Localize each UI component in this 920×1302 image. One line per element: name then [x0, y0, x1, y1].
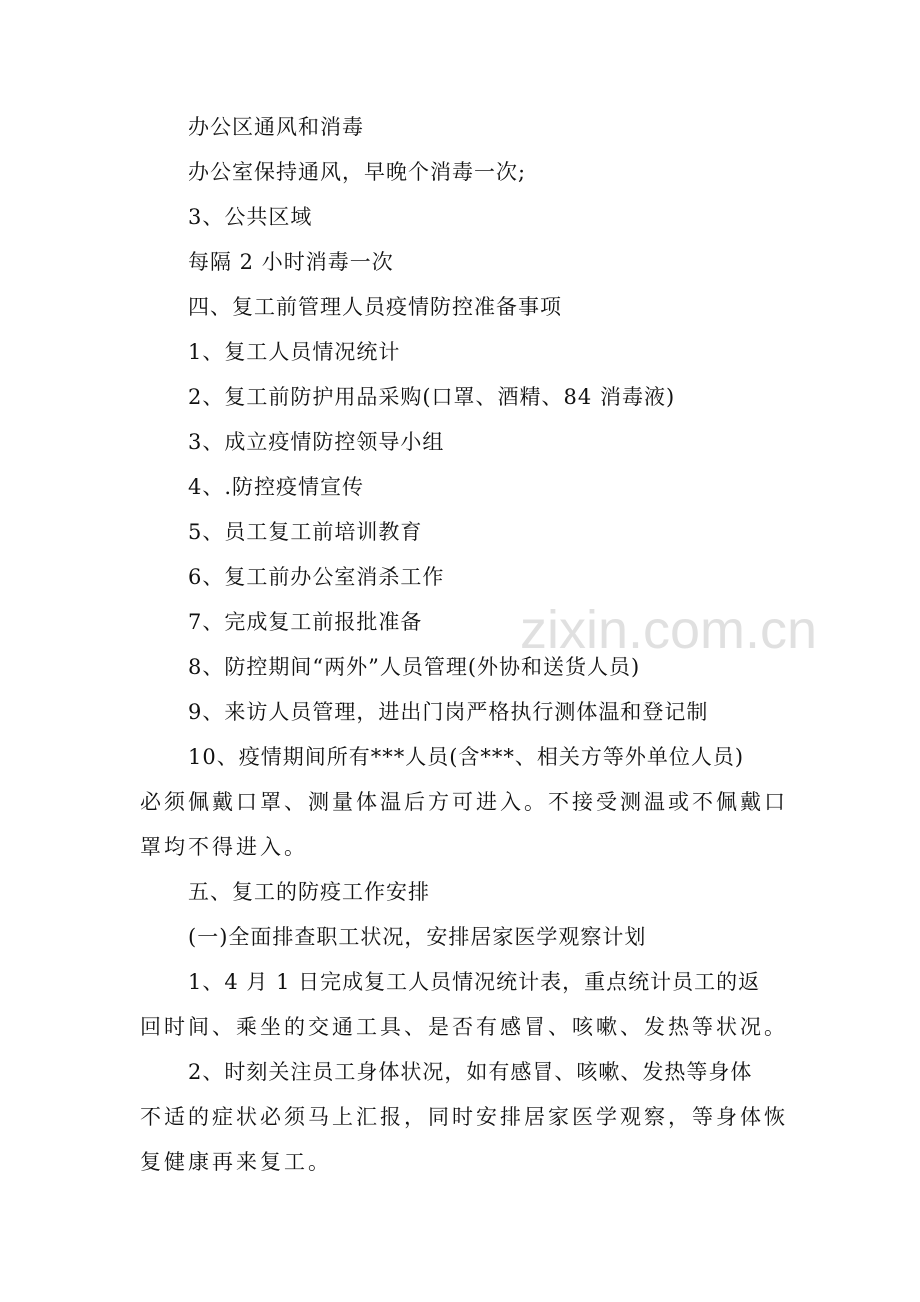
list-item: 3、成立疫情防控领导小组 — [188, 430, 445, 454]
section-heading: 五、复工的防疫工作安排 — [188, 880, 430, 904]
paragraph-line: 回时间、乘坐的交通工具、是否有感冒、咳嗽、发热等状况。 — [140, 1015, 788, 1039]
text-line: 每隔 2 小时消毒一次 — [188, 250, 394, 274]
list-item: 10、疫情期间所有***人员(含***、相关方等外单位人员) — [188, 745, 745, 769]
text-line: 3、公共区域 — [188, 205, 313, 229]
paragraph-line: 不适的症状必须马上汇报，同时安排居家医学观察，等身体恢 — [140, 1105, 788, 1129]
list-item: 7、完成复工前报批准备 — [188, 610, 423, 634]
list-item: 2、复工前防护用品采购(口罩、酒精、84 消毒液) — [188, 385, 676, 409]
text-line: 办公室保持通风，早晚个消毒一次; — [188, 160, 527, 184]
text-line: 罩均不得进入。 — [140, 835, 308, 859]
section-heading: 四、复工前管理人员疫情防控准备事项 — [188, 295, 562, 319]
paragraph-line: 复健康再来复工。 — [140, 1150, 332, 1174]
paragraph-line: 1、4 月 1 日完成复工人员情况统计表，重点统计员工的返 — [188, 970, 761, 994]
text-line: 办公区通风和消毒 — [188, 115, 364, 139]
list-item: 4、.防控疫情宣传 — [188, 475, 365, 499]
watermark: zixin.com.cn — [520, 600, 818, 660]
list-item: 8、防控期间“两外”人员管理(外协和送货人员) — [188, 655, 641, 679]
text-line: 必须佩戴口罩、测量体温后方可进入。不接受测温或不佩戴口 — [140, 790, 788, 814]
list-item: 9、来访人员管理，进出门岗严格执行测体温和登记制 — [188, 700, 709, 724]
list-item: 6、复工前办公室消杀工作 — [188, 565, 445, 589]
paragraph-line: 2、时刻关注员工身体状况，如有感冒、咳嗽、发热等身体 — [188, 1060, 753, 1084]
subsection-heading: (一)全面排查职工状况，安排居家医学观察计划 — [188, 925, 647, 949]
list-item: 1、复工人员情况统计 — [188, 340, 401, 364]
list-item: 5、员工复工前培训教育 — [188, 520, 423, 544]
